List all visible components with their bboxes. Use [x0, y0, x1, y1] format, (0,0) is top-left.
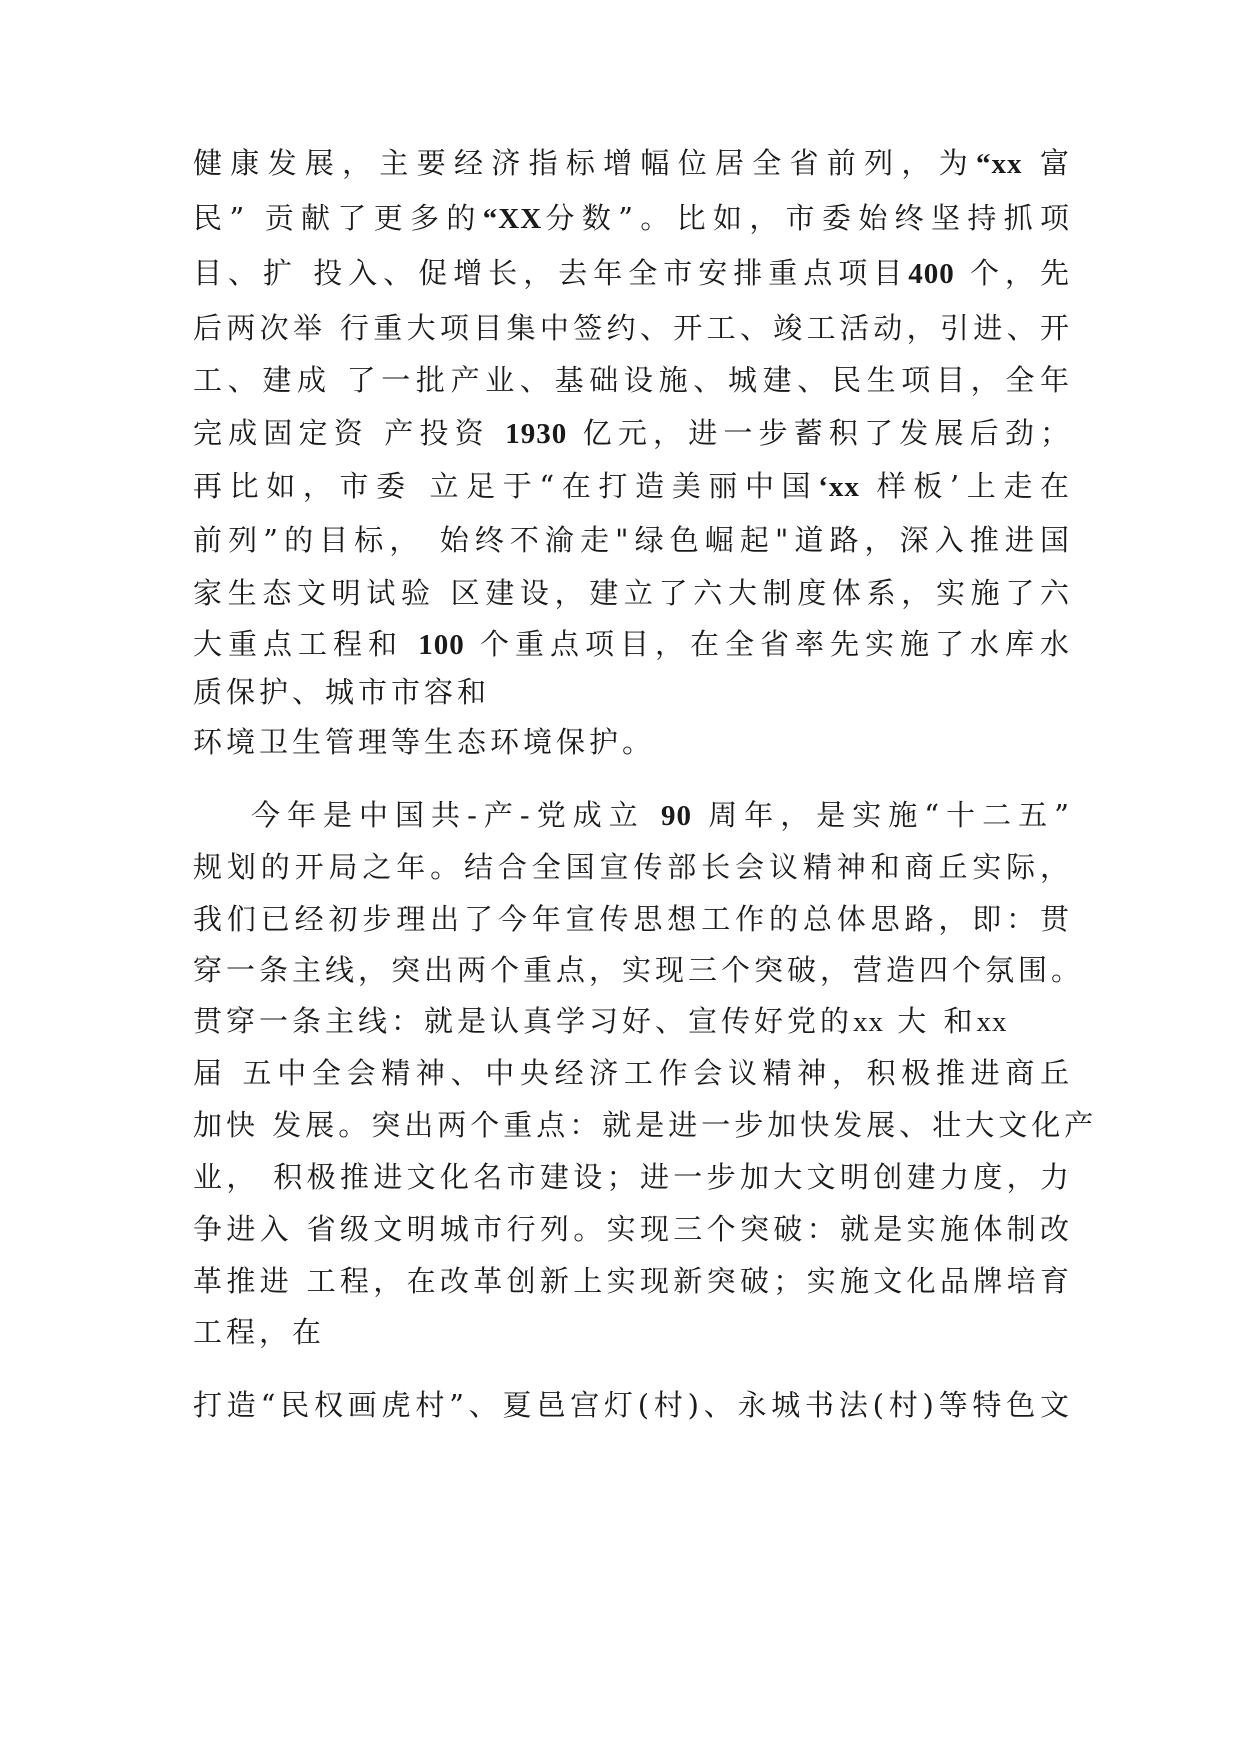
text-segment: 工、建成 了一批产业、基础设施、城建、民生项目，全年	[193, 363, 1073, 397]
bold-number: 90	[660, 800, 692, 832]
text-segment: 完成固定资 产投资	[193, 416, 506, 450]
text-line	[193, 717, 1073, 767]
text-segment: 贯穿一条主线：就是认真学习好、宣传好党的	[193, 1004, 854, 1038]
text-line	[193, 1100, 1098, 1150]
text-segment: 大 和	[884, 1004, 977, 1038]
text-segment: 家生态文明试验 区建设，建立了六大制度体系，实施了六	[193, 576, 1073, 610]
bold-number: ‘xx	[818, 471, 860, 503]
bold-number: “xx	[975, 148, 1023, 180]
text-segment: 革推进 工程，在改革创新上实现新突破；实施文化品牌培育	[193, 1264, 1073, 1298]
text-line	[193, 355, 1073, 405]
text-segment: 富	[1022, 146, 1073, 180]
text-line	[193, 138, 1073, 188]
text-line	[193, 303, 1073, 353]
text-line	[193, 842, 1073, 892]
text-line	[193, 1380, 1073, 1430]
text-line	[193, 1152, 1073, 1202]
text-line	[193, 568, 1073, 618]
text-line	[193, 408, 1073, 458]
text-segment: 目、扩 投入、促增长，去年全市安排重点项目	[193, 256, 909, 290]
text-line	[193, 461, 1073, 511]
text-segment: 争进入 省级文明城市行列。实现三个突破：就是实施体制改	[193, 1212, 1073, 1246]
text-line	[193, 667, 1073, 717]
text-segment: 业， 积极推进文化名市建设；进一步加大文明创建力度，力	[193, 1160, 1073, 1194]
text-segment: 届 五中全会精神、中央经济工作会议精神，积极推进商丘	[193, 1056, 1073, 1090]
latin-segment: xx	[853, 1006, 885, 1038]
text-line	[193, 515, 1073, 565]
text-line	[193, 996, 1073, 1046]
text-segment: 样板’上走在	[859, 469, 1074, 503]
text-line	[193, 945, 1085, 995]
text-segment: 加快 发展。突出两个重点：就是进一步加快发展、壮大文化产	[193, 1108, 1098, 1142]
text-line	[193, 193, 1073, 243]
text-segment: 再比如，市委 立足于“在打造美丽中国	[193, 469, 819, 503]
text-segment: 亿元，进一步蓄积了发展后劲；	[567, 416, 1073, 450]
text-segment: 健康发展，主要经济指标增幅位居全省前列，为	[193, 146, 976, 180]
text-segment: 个，先	[954, 256, 1073, 290]
text-segment: 大重点工程和	[193, 627, 419, 661]
text-line	[193, 248, 1073, 298]
text-line	[193, 894, 1073, 944]
text-segment: 穿一条主线，突出两个重点，实现三个突破，营造四个氛围。	[193, 953, 1085, 987]
bold-number: 100	[418, 629, 465, 661]
text-segment: 前列”的目标， 始终不渝走"绿色崛起"道路，深入推进国	[193, 523, 1073, 557]
bold-number: 400	[908, 258, 955, 290]
latin-segment: xx	[976, 1006, 1008, 1038]
bold-number: 1930	[505, 418, 568, 450]
text-segment: 今年是中国共-产-党成立	[251, 798, 661, 832]
bold-number: “XX	[482, 203, 543, 235]
text-segment: 工程，在	[193, 1315, 326, 1349]
text-line	[193, 1256, 1073, 1306]
text-segment: 分数”。比如，市委始终坚持抓项	[542, 201, 1074, 235]
text-segment: 周年，是实施“十二五”	[691, 798, 1073, 832]
text-segment: 打造“民权画虎村”、夏邑宫灯(村)、永城书法(村)等特色文	[193, 1388, 1073, 1422]
text-segment: 我们已经初步理出了今年宣传思想工作的总体思路，即：贯	[193, 902, 1073, 936]
text-line	[193, 619, 1073, 669]
text-line	[193, 1204, 1073, 1254]
text-segment: 后两次举 行重大项目集中签约、开工、竣工活动，引进、开	[193, 311, 1073, 345]
text-segment: 个重点项目，在全省率先实施了水库水	[464, 627, 1073, 661]
text-line	[251, 790, 1073, 840]
text-line	[193, 1048, 1073, 1098]
text-segment: 规划的开局之年。结合全国宣传部长会议精神和商丘实际，	[193, 850, 1073, 884]
text-segment: 环境卫生管理等生态环境保护。	[193, 725, 656, 759]
text-segment: 质保护、城市市容和	[193, 675, 491, 709]
text-line	[193, 1307, 1073, 1357]
text-segment: 民” 贡献了更多的	[193, 201, 483, 235]
